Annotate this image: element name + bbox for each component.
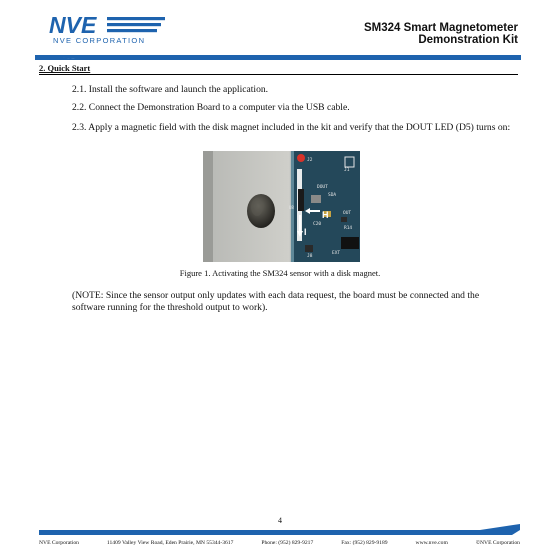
title-line-1: SM324 Smart Magnetometer xyxy=(363,22,518,34)
label-u8: U8 xyxy=(289,205,294,210)
label-c20: C20 xyxy=(313,222,322,227)
step-2-2: 2.2. Connect the Demonstration Board to a computer via the USB cable. xyxy=(72,102,350,113)
step-2-1: 2.1. Install the software and launch the application. xyxy=(72,84,269,95)
step-2-3: 2.3. Apply a magnetic field with the disk magnet included in the kit and verify that the DOUT LED (D5) turns on: xyxy=(72,122,511,133)
footer-rule xyxy=(39,524,520,535)
logo-stripe-1 xyxy=(107,17,165,20)
nve-logo xyxy=(47,13,172,49)
footer-address: 11409 Valley View Road, Eden Prairie, MN 55344-3617 xyxy=(106,540,234,546)
label-ext: EXT xyxy=(332,251,341,256)
label-out: OUT xyxy=(343,211,352,216)
label-j8: J8 xyxy=(307,254,313,259)
logo-stripe-3 xyxy=(107,29,157,32)
logo-subtext: NVE CORPORATION xyxy=(53,36,146,45)
page-number: 4 xyxy=(278,516,282,525)
title-line-2: Demonstration Kit xyxy=(418,34,518,46)
footer-fax: Fax: (952) 829-9189 xyxy=(341,540,388,546)
section-heading: 2. Quick Start xyxy=(39,63,91,73)
figure-photo xyxy=(203,151,360,262)
logo-stripe-2 xyxy=(107,23,161,26)
led-indicator xyxy=(297,154,305,162)
footer-company: NVE Corporation xyxy=(39,540,79,546)
label-j1: J1 xyxy=(344,168,350,173)
footer-copyright: ©NVE Corporation xyxy=(475,540,520,546)
label-sda: SDA xyxy=(328,193,337,198)
footer xyxy=(39,540,520,546)
label-i-current: I xyxy=(304,227,307,237)
document-title xyxy=(364,22,518,46)
label-r14: R14 xyxy=(344,226,353,231)
figure-caption: Figure 1. Activating the SM324 sensor with a disk magnet. xyxy=(179,268,381,278)
label-h-field: H xyxy=(322,210,329,220)
board-photo-illustration xyxy=(203,151,360,262)
section-divider xyxy=(39,74,518,75)
label-j2: J2 xyxy=(307,158,313,163)
header-rule xyxy=(35,55,521,69)
label-dout: DOUT xyxy=(317,185,328,190)
footer-phone: Phone: (952) 829-9217 xyxy=(261,540,314,546)
note-paragraph: (NOTE: Since the sensor output only updates with each data request, the board must be connected and the software running for the threshold output to work). xyxy=(72,290,480,313)
logo-wordmark: NVE xyxy=(49,13,97,37)
footer-website[interactable]: www.nve.com xyxy=(415,540,448,546)
nve-logo-graphic xyxy=(47,13,172,37)
